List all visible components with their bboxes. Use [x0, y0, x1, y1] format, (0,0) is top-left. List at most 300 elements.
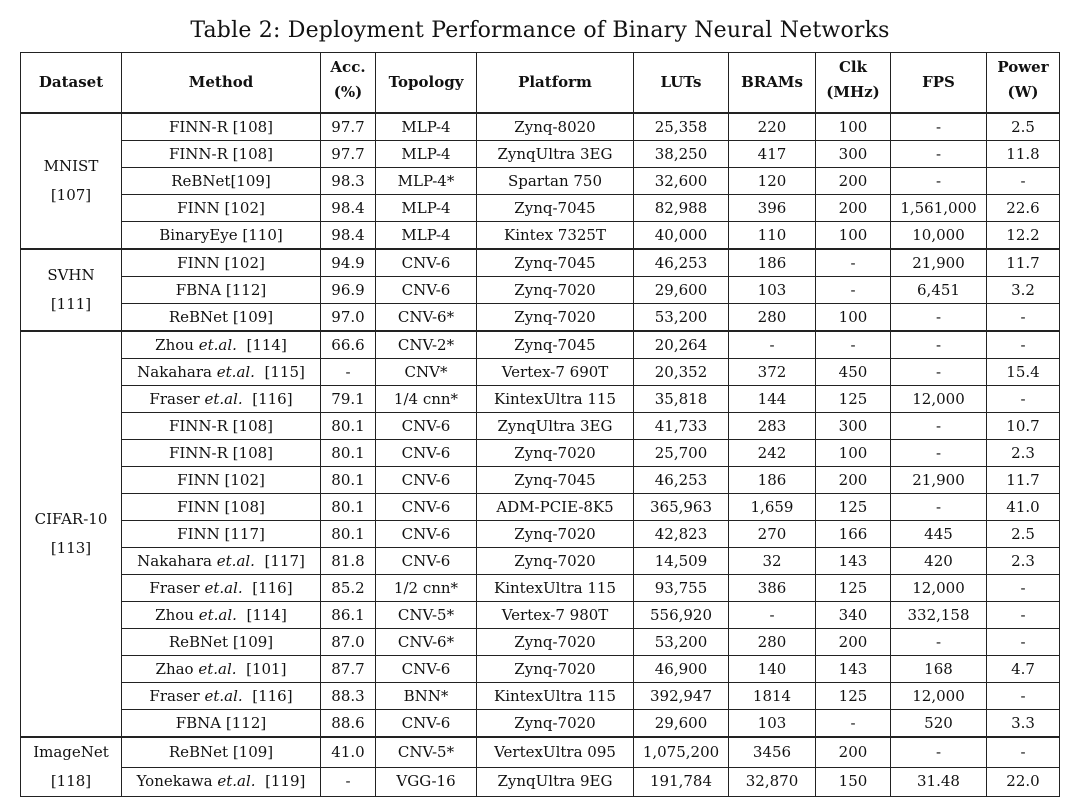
- luts-cell: 46,253: [634, 249, 729, 277]
- method-author: Zhou: [155, 605, 194, 624]
- platform-cell: Zynq-7045: [477, 249, 634, 277]
- fps-cell: 31.48: [891, 767, 987, 796]
- method-author: Yonekawa: [136, 772, 213, 791]
- platform-cell: ZynqUltra 3EG: [477, 413, 634, 440]
- fps-cell: -: [891, 168, 987, 195]
- platform-cell: Vertex-7 980T: [477, 602, 634, 629]
- fps-cell: -: [891, 494, 987, 521]
- brams-cell: 283: [729, 413, 816, 440]
- table-row: [21, 386, 1060, 413]
- table-row: [21, 629, 1060, 656]
- luts-cell: 29,600: [634, 277, 729, 304]
- power-cell: 2.5: [987, 521, 1060, 548]
- method-cell: BinaryEye [110]: [122, 222, 321, 250]
- platform-cell: Zynq-7020: [477, 440, 634, 467]
- power-cell: 22.0: [987, 767, 1060, 796]
- clock-cell: 143: [816, 548, 891, 575]
- luts-cell: 38,250: [634, 141, 729, 168]
- power-cell: -: [987, 737, 1060, 767]
- power-cell: -: [987, 602, 1060, 629]
- method-cell: [122, 602, 321, 629]
- power-cell: 11.7: [987, 467, 1060, 494]
- topology-cell: MLP-4*: [376, 168, 477, 195]
- fps-cell: 12,000: [891, 386, 987, 413]
- table-row: [21, 113, 1060, 141]
- header-accuracy-line1: Acc.: [330, 58, 366, 76]
- table-caption: Table 2: Deployment Performance of Binary Neural Networks: [190, 18, 890, 43]
- dataset-cell: [21, 249, 122, 331]
- accuracy-cell: 98.4: [321, 222, 376, 250]
- topology-cell: CNV-6: [376, 548, 477, 575]
- accuracy-cell: 80.1: [321, 440, 376, 467]
- power-cell: 10.7: [987, 413, 1060, 440]
- platform-cell: KintexUltra 115: [477, 683, 634, 710]
- method-cell: [122, 767, 321, 796]
- clock-cell: -: [816, 331, 891, 359]
- accuracy-cell: 87.0: [321, 629, 376, 656]
- clock-cell: 340: [816, 602, 891, 629]
- method-author: Zhou: [155, 335, 194, 354]
- header-dataset: Dataset: [21, 53, 122, 114]
- power-cell: -: [987, 629, 1060, 656]
- clock-cell: 150: [816, 767, 891, 796]
- method-cell: [122, 656, 321, 683]
- topology-cell: CNV-5*: [376, 737, 477, 767]
- platform-cell: Zynq-7045: [477, 467, 634, 494]
- method-cell: [122, 331, 321, 359]
- power-cell: 12.2: [987, 222, 1060, 250]
- platform-cell: Zynq-7045: [477, 195, 634, 222]
- method-author: Nakahara: [137, 362, 212, 381]
- table-row: [21, 359, 1060, 386]
- table-row: [21, 737, 1060, 767]
- method-cell: FINN [102]: [122, 249, 321, 277]
- accuracy-cell: 98.3: [321, 168, 376, 195]
- clock-cell: 200: [816, 737, 891, 767]
- fps-cell: 12,000: [891, 683, 987, 710]
- topology-cell: MLP-4: [376, 141, 477, 168]
- dataset-name: CIFAR-10: [34, 510, 108, 528]
- method-cell: [122, 575, 321, 602]
- method-reference: [114]: [246, 335, 287, 354]
- header-clock-line2: (MHz): [826, 83, 880, 101]
- brams-cell: 242: [729, 440, 816, 467]
- platform-cell: Zynq-7020: [477, 548, 634, 575]
- power-cell: 41.0: [987, 494, 1060, 521]
- header-power-line2: (W): [1007, 83, 1039, 101]
- accuracy-cell: 81.8: [321, 548, 376, 575]
- luts-cell: 42,823: [634, 521, 729, 548]
- dataset-reference: [113]: [50, 539, 92, 557]
- performance-table: [20, 52, 1060, 797]
- luts-cell: 41,733: [634, 413, 729, 440]
- topology-cell: CNV-6: [376, 413, 477, 440]
- method-cell: [122, 386, 321, 413]
- topology-cell: CNV-6: [376, 710, 477, 738]
- topology-cell: CNV-6*: [376, 629, 477, 656]
- platform-cell: Zynq-7020: [477, 277, 634, 304]
- method-cell: FINN [102]: [122, 195, 321, 222]
- method-cell: FINN [102]: [122, 467, 321, 494]
- fps-cell: 168: [891, 656, 987, 683]
- method-cell: [122, 359, 321, 386]
- accuracy-cell: 86.1: [321, 602, 376, 629]
- brams-cell: 417: [729, 141, 816, 168]
- method-etal: et.al.: [216, 551, 255, 570]
- method-etal: et.al.: [204, 578, 243, 597]
- clock-cell: 143: [816, 656, 891, 683]
- table-row: [21, 413, 1060, 440]
- clock-cell: 100: [816, 113, 891, 141]
- method-author: Zhao: [155, 659, 194, 678]
- dataset-name: SVHN: [47, 266, 95, 284]
- method-author: Fraser: [149, 686, 200, 705]
- power-cell: -: [987, 575, 1060, 602]
- luts-cell: 93,755: [634, 575, 729, 602]
- header-method: Method: [122, 53, 321, 114]
- fps-cell: -: [891, 440, 987, 467]
- platform-cell: VertexUltra 095: [477, 737, 634, 767]
- dataset-name: ImageNet: [33, 743, 109, 761]
- brams-cell: 270: [729, 521, 816, 548]
- accuracy-cell: 97.7: [321, 141, 376, 168]
- method-cell: FINN-R [108]: [122, 113, 321, 141]
- clock-cell: 125: [816, 575, 891, 602]
- topology-cell: MLP-4: [376, 113, 477, 141]
- table-row: [21, 331, 1060, 359]
- topology-cell: CNV*: [376, 359, 477, 386]
- method-cell: FINN-R [108]: [122, 440, 321, 467]
- topology-cell: CNV-6: [376, 494, 477, 521]
- accuracy-cell: 96.9: [321, 277, 376, 304]
- fps-cell: 332,158: [891, 602, 987, 629]
- brams-cell: 103: [729, 710, 816, 738]
- header-row: [21, 53, 1060, 114]
- method-reference: [119]: [265, 772, 306, 791]
- dataset-reference: [107]: [50, 186, 92, 204]
- accuracy-cell: 88.6: [321, 710, 376, 738]
- accuracy-cell: -: [321, 359, 376, 386]
- method-reference: [101]: [246, 659, 287, 678]
- brams-cell: 220: [729, 113, 816, 141]
- power-cell: 2.5: [987, 113, 1060, 141]
- accuracy-cell: -: [321, 767, 376, 796]
- accuracy-cell: 98.4: [321, 195, 376, 222]
- brams-cell: 144: [729, 386, 816, 413]
- luts-cell: 82,988: [634, 195, 729, 222]
- method-reference: [116]: [252, 686, 293, 705]
- fps-cell: 21,900: [891, 249, 987, 277]
- table-row: [21, 249, 1060, 277]
- clock-cell: -: [816, 249, 891, 277]
- accuracy-cell: 66.6: [321, 331, 376, 359]
- brams-cell: 186: [729, 467, 816, 494]
- accuracy-cell: 85.2: [321, 575, 376, 602]
- luts-cell: 20,264: [634, 331, 729, 359]
- accuracy-cell: 97.7: [321, 113, 376, 141]
- luts-cell: 40,000: [634, 222, 729, 250]
- method-cell: FINN [108]: [122, 494, 321, 521]
- method-reference: [116]: [252, 389, 293, 408]
- table-row: [21, 277, 1060, 304]
- platform-cell: Zynq-7045: [477, 331, 634, 359]
- luts-cell: 53,200: [634, 304, 729, 332]
- clock-cell: 200: [816, 195, 891, 222]
- clock-cell: 300: [816, 141, 891, 168]
- brams-cell: -: [729, 602, 816, 629]
- fps-cell: -: [891, 413, 987, 440]
- dataset-cell: [21, 331, 122, 737]
- topology-cell: CNV-6: [376, 656, 477, 683]
- clock-cell: 125: [816, 683, 891, 710]
- brams-cell: 372: [729, 359, 816, 386]
- platform-cell: Vertex-7 690T: [477, 359, 634, 386]
- power-cell: 3.2: [987, 277, 1060, 304]
- platform-cell: Zynq-7020: [477, 656, 634, 683]
- dataset-cell: [21, 113, 122, 249]
- luts-cell: 191,784: [634, 767, 729, 796]
- topology-cell: VGG-16: [376, 767, 477, 796]
- table-row: [21, 575, 1060, 602]
- header-clock: [816, 53, 891, 114]
- method-author: Nakahara: [137, 551, 212, 570]
- table-row: [21, 304, 1060, 332]
- topology-cell: CNV-6: [376, 467, 477, 494]
- fps-cell: 445: [891, 521, 987, 548]
- clock-cell: 200: [816, 467, 891, 494]
- topology-cell: CNV-6*: [376, 304, 477, 332]
- table-row: [21, 440, 1060, 467]
- fps-cell: 12,000: [891, 575, 987, 602]
- topology-cell: CNV-6: [376, 277, 477, 304]
- table-row: [21, 683, 1060, 710]
- clock-cell: -: [816, 277, 891, 304]
- topology-cell: CNV-5*: [376, 602, 477, 629]
- accuracy-cell: 87.7: [321, 656, 376, 683]
- fps-cell: -: [891, 304, 987, 332]
- fps-cell: -: [891, 113, 987, 141]
- brams-cell: 32,870: [729, 767, 816, 796]
- fps-cell: -: [891, 629, 987, 656]
- luts-cell: 25,358: [634, 113, 729, 141]
- accuracy-cell: 80.1: [321, 494, 376, 521]
- clock-cell: 450: [816, 359, 891, 386]
- fps-cell: 21,900: [891, 467, 987, 494]
- luts-cell: 46,900: [634, 656, 729, 683]
- method-cell: FBNA [112]: [122, 710, 321, 738]
- power-cell: 11.8: [987, 141, 1060, 168]
- platform-cell: Spartan 750: [477, 168, 634, 195]
- fps-cell: 520: [891, 710, 987, 738]
- platform-cell: Kintex 7325T: [477, 222, 634, 250]
- topology-cell: CNV-6: [376, 521, 477, 548]
- topology-cell: BNN*: [376, 683, 477, 710]
- platform-cell: Zynq-7020: [477, 710, 634, 738]
- platform-cell: KintexUltra 115: [477, 575, 634, 602]
- dataset-cell: [21, 737, 122, 797]
- fps-cell: 420: [891, 548, 987, 575]
- topology-cell: CNV-6: [376, 249, 477, 277]
- luts-cell: 392,947: [634, 683, 729, 710]
- dataset-name: MNIST: [43, 157, 99, 175]
- power-cell: 2.3: [987, 548, 1060, 575]
- table-row: [21, 656, 1060, 683]
- table-row: [21, 602, 1060, 629]
- method-cell: FBNA [112]: [122, 277, 321, 304]
- header-power-line1: Power: [997, 58, 1049, 76]
- method-reference: [117]: [264, 551, 305, 570]
- method-cell: ReBNet [109]: [122, 629, 321, 656]
- clock-cell: 125: [816, 494, 891, 521]
- power-cell: 22.6: [987, 195, 1060, 222]
- method-etal: et.al.: [216, 362, 255, 381]
- method-cell: FINN-R [108]: [122, 413, 321, 440]
- clock-cell: 100: [816, 304, 891, 332]
- platform-cell: Zynq-7020: [477, 304, 634, 332]
- luts-cell: 53,200: [634, 629, 729, 656]
- clock-cell: 200: [816, 629, 891, 656]
- fps-cell: -: [891, 359, 987, 386]
- fps-cell: -: [891, 737, 987, 767]
- header-accuracy: [321, 53, 376, 114]
- platform-cell: ZynqUltra 3EG: [477, 141, 634, 168]
- method-reference: [116]: [252, 578, 293, 597]
- method-etal: et.al.: [204, 686, 243, 705]
- platform-cell: Zynq-7020: [477, 521, 634, 548]
- brams-cell: 280: [729, 629, 816, 656]
- fps-cell: 1,561,000: [891, 195, 987, 222]
- method-cell: [122, 548, 321, 575]
- method-cell: FINN [117]: [122, 521, 321, 548]
- table-row: [21, 222, 1060, 250]
- method-reference: [115]: [264, 362, 305, 381]
- power-cell: -: [987, 386, 1060, 413]
- luts-cell: 35,818: [634, 386, 729, 413]
- table-row: [21, 494, 1060, 521]
- luts-cell: 29,600: [634, 710, 729, 738]
- accuracy-cell: 80.1: [321, 467, 376, 494]
- topology-cell: CNV-2*: [376, 331, 477, 359]
- topology-cell: CNV-6: [376, 440, 477, 467]
- brams-cell: 1,659: [729, 494, 816, 521]
- clock-cell: 200: [816, 168, 891, 195]
- brams-cell: -: [729, 331, 816, 359]
- table-row: [21, 521, 1060, 548]
- power-cell: -: [987, 331, 1060, 359]
- luts-cell: 46,253: [634, 467, 729, 494]
- accuracy-cell: 80.1: [321, 521, 376, 548]
- power-cell: -: [987, 168, 1060, 195]
- platform-cell: Zynq-7020: [477, 629, 634, 656]
- brams-cell: 186: [729, 249, 816, 277]
- header-brams: BRAMs: [729, 53, 816, 114]
- accuracy-cell: 94.9: [321, 249, 376, 277]
- header-platform: Platform: [477, 53, 634, 114]
- power-cell: 3.3: [987, 710, 1060, 738]
- luts-cell: 20,352: [634, 359, 729, 386]
- fps-cell: -: [891, 331, 987, 359]
- luts-cell: 25,700: [634, 440, 729, 467]
- fps-cell: 10,000: [891, 222, 987, 250]
- table-row: [21, 168, 1060, 195]
- power-cell: 15.4: [987, 359, 1060, 386]
- table-row: [21, 195, 1060, 222]
- header-accuracy-line2: (%): [333, 83, 363, 101]
- table-body: [21, 113, 1060, 797]
- method-cell: ReBNet[109]: [122, 168, 321, 195]
- method-etal: et.al.: [204, 389, 243, 408]
- power-cell: 11.7: [987, 249, 1060, 277]
- brams-cell: 280: [729, 304, 816, 332]
- brams-cell: 103: [729, 277, 816, 304]
- method-reference: [114]: [246, 605, 287, 624]
- method-cell: [122, 683, 321, 710]
- accuracy-cell: 97.0: [321, 304, 376, 332]
- topology-cell: 1/2 cnn*: [376, 575, 477, 602]
- brams-cell: 140: [729, 656, 816, 683]
- platform-cell: KintexUltra 115: [477, 386, 634, 413]
- method-etal: et.al.: [198, 659, 237, 678]
- brams-cell: 120: [729, 168, 816, 195]
- clock-cell: 166: [816, 521, 891, 548]
- method-author: Fraser: [149, 389, 200, 408]
- dataset-reference: [118]: [50, 772, 92, 790]
- table-row: [21, 548, 1060, 575]
- clock-cell: 100: [816, 440, 891, 467]
- dataset-reference: [111]: [50, 295, 92, 313]
- platform-cell: Zynq-8020: [477, 113, 634, 141]
- brams-cell: 1814: [729, 683, 816, 710]
- fps-cell: -: [891, 141, 987, 168]
- power-cell: 4.7: [987, 656, 1060, 683]
- table-row: [21, 767, 1060, 796]
- table-row: [21, 710, 1060, 738]
- luts-cell: 14,509: [634, 548, 729, 575]
- brams-cell: 3456: [729, 737, 816, 767]
- accuracy-cell: 80.1: [321, 413, 376, 440]
- clock-cell: 125: [816, 386, 891, 413]
- accuracy-cell: 41.0: [321, 737, 376, 767]
- topology-cell: 1/4 cnn*: [376, 386, 477, 413]
- platform-cell: ADM-PCIE-8K5: [477, 494, 634, 521]
- method-etal: et.al.: [217, 772, 256, 791]
- luts-cell: 1,075,200: [634, 737, 729, 767]
- accuracy-cell: 79.1: [321, 386, 376, 413]
- header-luts: LUTs: [634, 53, 729, 114]
- luts-cell: 365,963: [634, 494, 729, 521]
- method-cell: ReBNet [109]: [122, 304, 321, 332]
- power-cell: -: [987, 304, 1060, 332]
- table-row: [21, 141, 1060, 168]
- topology-cell: MLP-4: [376, 222, 477, 250]
- brams-cell: 386: [729, 575, 816, 602]
- power-cell: 2.3: [987, 440, 1060, 467]
- clock-cell: 300: [816, 413, 891, 440]
- method-cell: FINN-R [108]: [122, 141, 321, 168]
- fps-cell: 6,451: [891, 277, 987, 304]
- method-author: Fraser: [149, 578, 200, 597]
- luts-cell: 32,600: [634, 168, 729, 195]
- header-clock-line1: Clk: [838, 58, 868, 76]
- luts-cell: 556,920: [634, 602, 729, 629]
- accuracy-cell: 88.3: [321, 683, 376, 710]
- platform-cell: ZynqUltra 9EG: [477, 767, 634, 796]
- topology-cell: MLP-4: [376, 195, 477, 222]
- method-cell: ReBNet [109]: [122, 737, 321, 767]
- clock-cell: 100: [816, 222, 891, 250]
- header-topology: Topology: [376, 53, 477, 114]
- brams-cell: 110: [729, 222, 816, 250]
